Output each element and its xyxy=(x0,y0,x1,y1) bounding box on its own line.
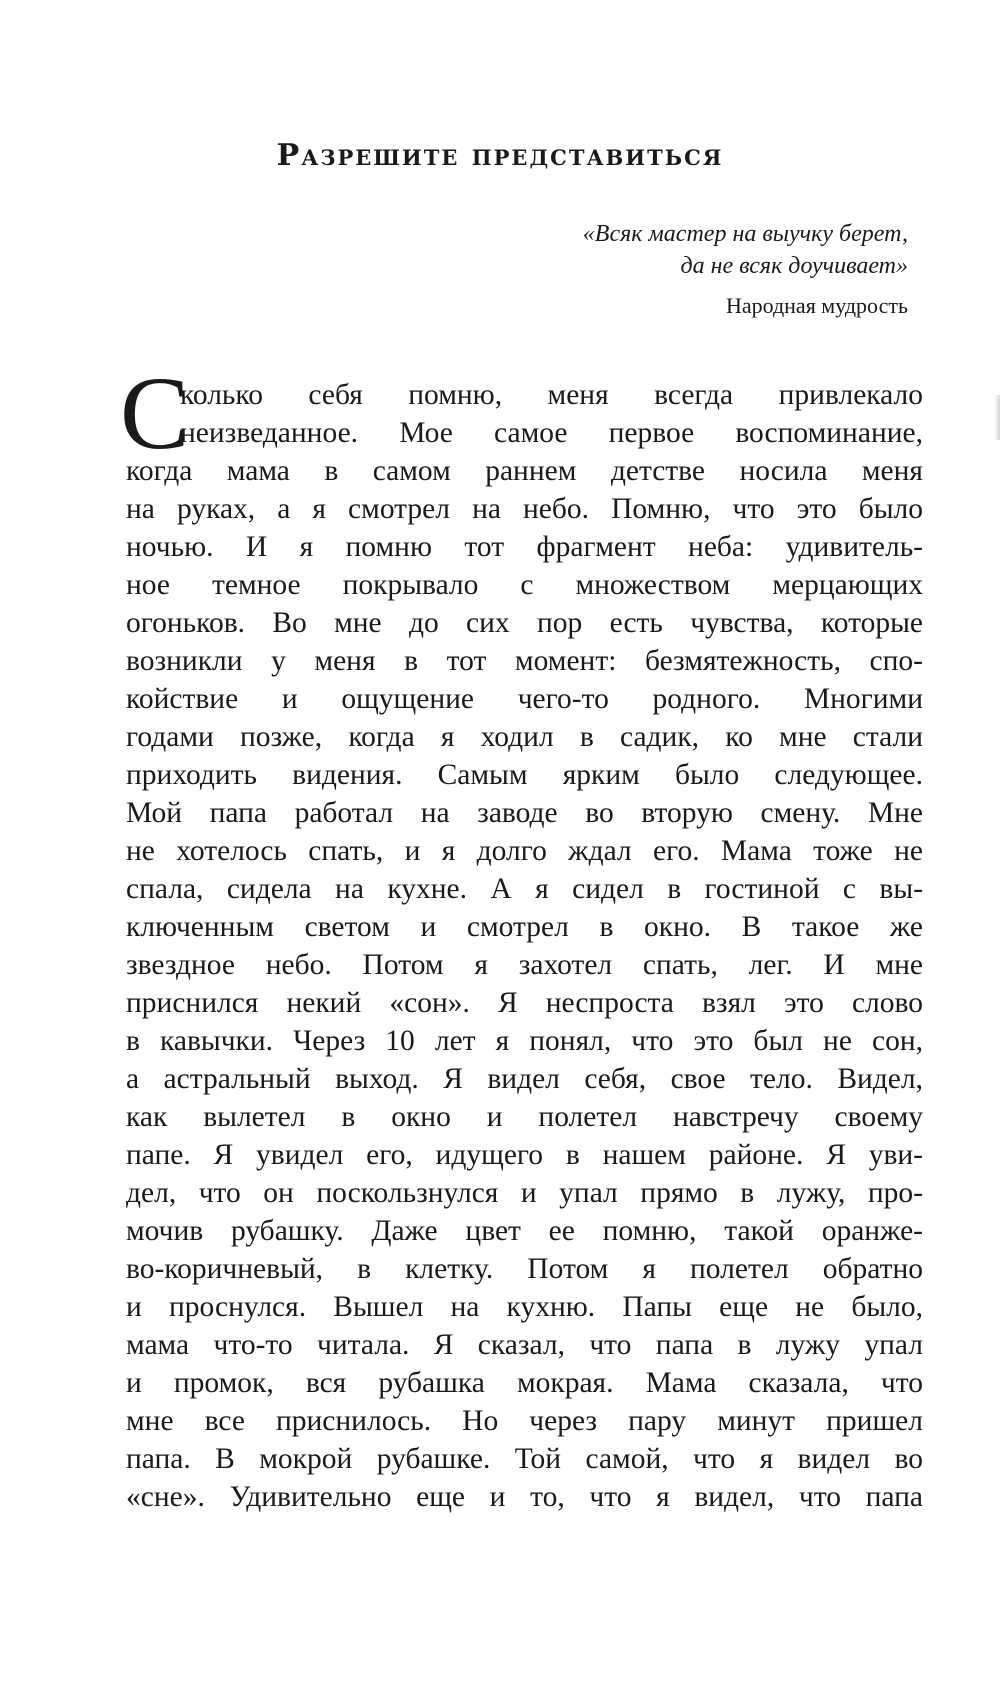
body-line: и промок, вся рубашка мокрая. Мама сказала, что xyxy=(126,1367,923,1399)
drop-cap: С xyxy=(120,356,190,471)
body-text xyxy=(126,376,923,1516)
body-line: и проснулся. Вышел на кухню. Папы еще не было, xyxy=(126,1291,923,1323)
body-line: когда мама в самом раннем детстве носила меня xyxy=(126,455,923,487)
body-line: дел, что он поскользнулся и упал прямо в лужу, про- xyxy=(126,1177,923,1209)
body-line: как вылетел в окно и полетел навстречу своему xyxy=(126,1101,923,1133)
chapter-title: Разрешите представиться xyxy=(276,138,724,173)
body-line: звездное небо. Потом я захотел спать, лег. И мне xyxy=(126,949,923,981)
epigraph xyxy=(388,218,908,320)
body-line: мне все приснилось. Но через пару минут пришел xyxy=(126,1405,923,1437)
body-line: а астральный выход. Я видел себя, свое тело. Видел, xyxy=(126,1063,923,1095)
body-line: ное темное покрывало с множеством мерцающих xyxy=(126,569,923,601)
epigraph-attribution: Народная мудрость xyxy=(725,293,908,318)
body-line: мама что-то читала. Я сказал, что папа в лужу упал xyxy=(126,1329,923,1361)
body-line: приходить видения. Самым ярким было следующее. xyxy=(126,759,923,791)
page-edge-shadow xyxy=(994,395,1000,440)
body-line: Мой папа работал на заводе во вторую смену. Мне xyxy=(126,797,923,829)
body-line: годами позже, когда я ходил в садик, ко мне стали xyxy=(126,721,923,753)
body-line: на руках, а я смотрел на небо. Помню, что это было xyxy=(126,493,923,525)
body-line: «сне». Удивительно еще и то, что я видел, что папа xyxy=(126,1481,923,1513)
body-line: неизведанное. Мое самое первое воспоминание, xyxy=(180,417,923,449)
epigraph-line: да не всяк доучивает» xyxy=(680,253,908,279)
body-line: огоньков. Во мне до сих пор есть чувства, которые xyxy=(126,607,923,639)
body-line: койствие и ощущение чего-то родного. Многими xyxy=(126,683,923,715)
body-line: ключенным светом и смотрел в окно. В такое же xyxy=(126,911,923,943)
body-line: спала, сидела на кухне. А я сидел в гостиной с вы- xyxy=(126,873,923,905)
body-line: мочив рубашку. Даже цвет ее помню, такой оранже- xyxy=(126,1215,923,1247)
body-line: не хотелось спать, и я долго ждал его. Мама тоже не xyxy=(126,835,923,867)
epigraph-line: «Всяк мастер на выучку берет, xyxy=(582,221,908,247)
body-line: колько себя помню, меня всегда привлекало xyxy=(180,379,923,411)
body-line: приснился некий «сон». Я неспроста взял это слово xyxy=(126,987,923,1019)
body-line: папе. Я увидел его, идущего в нашем районе. Я уви- xyxy=(126,1139,923,1171)
body-line: во-коричневый, в клетку. Потом я полетел обратно xyxy=(126,1253,923,1285)
body-line: ночью. И я помню тот фрагмент неба: удивитель- xyxy=(126,531,923,563)
body-line: в кавычки. Через 10 лет я понял, что это был не сон, xyxy=(126,1025,923,1057)
body-line: папа. В мокрой рубашке. Той самой, что я видел во xyxy=(126,1443,923,1475)
body-line: возникли у меня в тот момент: безмятежность, спо- xyxy=(126,645,923,677)
